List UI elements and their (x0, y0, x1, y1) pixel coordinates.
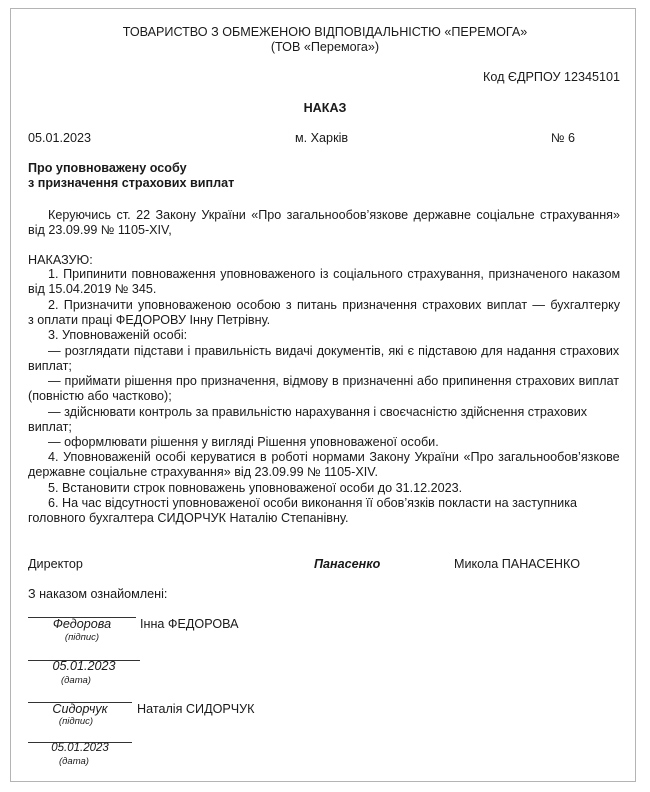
duty-3-line-1: — здійснювати контроль за правильністю нарахування і своєчасністю здійснення страхових (48, 405, 588, 419)
item-2-line-2: з оплати праці ФЕДОРОВУ Інну Петрівну. (28, 313, 271, 327)
signer-signature: Панасенко (314, 557, 381, 571)
acquainted-title: З наказом ознайомлені: (28, 587, 168, 601)
order-word: НАКАЗУЮ: (28, 253, 93, 267)
doc-type-title: НАКАЗ (303, 101, 347, 115)
person-2-date: 05.01.2023 (51, 742, 109, 754)
duty-4: — оформлювати рішення у вигляді Рішення уповноваженої особи. (48, 435, 439, 449)
item-6-line-2: головного бухгалтера СИДОРЧУК Наталію Степанівну. (28, 511, 349, 525)
subject-line-2: з призначення страхових виплат (28, 176, 235, 190)
subject-line-1: Про уповноважену особу (28, 161, 187, 175)
preamble-line-2: від 23.09.99 № 1105-XIV, (28, 223, 172, 237)
org-name: ТОВАРИСТВО З ОБМЕЖЕНОЮ ВІДПОВІДАЛЬНІСТЮ «ПЕРЕМОГА» (122, 25, 528, 39)
item-2-line-1: 2. Призначити уповноваженою особою з питань призначення страхових виплат — бухгалтерку (48, 298, 621, 312)
person-2-date-caption: (дата) (59, 756, 89, 767)
org-short-name: (ТОВ «Перемога») (270, 40, 380, 54)
duty-1-line-2: виплат; (28, 359, 72, 373)
item-4-line-1: 4. Уповноваженій особі керуватися в роботі нормами Закону України «Про загальнообов’язкове (48, 450, 620, 464)
duty-2-line-2: (повністю або частково); (28, 389, 172, 403)
person-1-signature-caption: (підпис) (64, 632, 100, 643)
signer-name: Микола ПАНАСЕНКО (454, 557, 581, 571)
preamble-line-1: Керуючись ст. 22 Закону України «Про загальнообов’язкове державне соціальне страхування» (48, 208, 621, 222)
person-1-date-caption: (дата) (61, 675, 91, 686)
person-2-name: Наталія СИДОРЧУК (137, 702, 255, 716)
person-1-signature: Федорова (52, 617, 112, 631)
order-number: № 6 (551, 131, 576, 145)
item-1-line-2: від 15.04.2019 № 345. (28, 282, 157, 296)
item-3: 3. Уповноваженій особі: (48, 328, 188, 342)
person-2-signature: Сидорчук (52, 702, 108, 716)
duty-3-line-2: виплат; (28, 420, 72, 434)
signer-position: Директор (28, 557, 83, 571)
item-5: 5. Встановити строк повноважень уповноваженої особи до 31.12.2023. (48, 481, 463, 495)
duty-1-line-1: — розглядати підстави і правильність видачі документів, які є підставою для надання страхових (48, 344, 620, 358)
person-2-signature-caption: (підпис) (58, 716, 94, 727)
edrpou-code: Код ЄДРПОУ 12345101 (483, 70, 620, 84)
item-1-line-1: 1. Припинити повноваження уповноваженого із соціального страхування, призначеного наказом (48, 267, 621, 281)
order-city: м. Харків (295, 131, 349, 145)
person-1-date: 05.01.2023 (52, 659, 116, 673)
item-4-line-2: державне соціальне страхування» від 23.09.99 № 1105-XIV. (28, 465, 378, 479)
person-1-name: Інна ФЕДОРОВА (140, 617, 239, 631)
order-date: 05.01.2023 (28, 131, 92, 145)
duty-2-line-1: — приймати рішення про призначення, відмову в призначенні або припинення страхових виплат (48, 374, 620, 388)
item-6-line-1: 6. На час відсутності уповноваженої особи виконання її обов’язків покласти на заступника (48, 496, 578, 510)
